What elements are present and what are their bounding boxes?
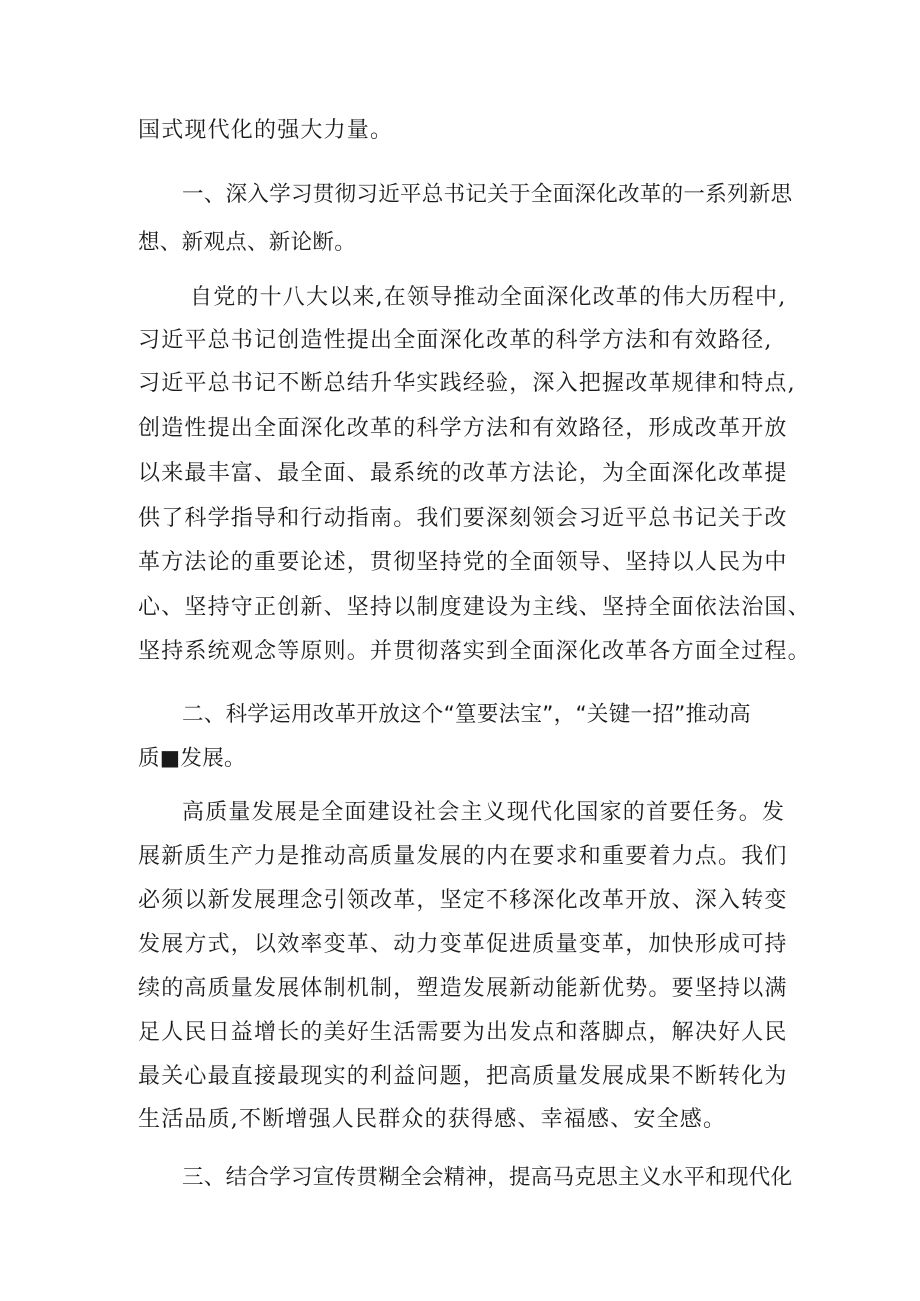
section1-paragraph-line: 供了科学指导和行动指南。我们要深刻领会习近平总书记关于改 xyxy=(138,506,788,531)
section1-paragraph-line: 革方法论的重要论述，贯彻坚持党的全面领导、坚持以人民为中 xyxy=(138,550,788,575)
section1-paragraph-line: 创造性提出全面深化改革的科学方法和有效路径，形成改革开放 xyxy=(138,416,788,441)
section1-paragraph-line: 自党的十八大以来,在领导推动全面深化改革的伟大历程中, xyxy=(190,285,787,310)
section2-heading: 二、科学运用改革开放这个“篁要法宝”，“关键一招”推动高 xyxy=(182,702,751,727)
section1-heading: 一、深入学习贯彻习近平总书记关于全面深化改革的一系列新思 xyxy=(182,182,793,207)
section1-paragraph-line: 心、坚持守正创新、坚持以制度建设为主线、坚持全面依法治国、 xyxy=(138,595,811,620)
section2-paragraph-line: 最关心最直接最现实的利益问题，把高质量发展成果不断转化为 xyxy=(138,1064,788,1089)
section2-paragraph-line: 必须以新发展理念引领改革，坚定不移深化改革开放、深入转变 xyxy=(138,888,788,913)
section1-heading-cont: 想、新观点、新论断。 xyxy=(138,230,357,255)
intro-text-line: 国式现代化的强大力量。 xyxy=(138,118,394,143)
section2-paragraph-line: 展新质生产力是推动高质量发展的内在要求和重要着力点。我们 xyxy=(138,844,788,869)
section2-paragraph-line: 高质量发展是全面建设社会主义现代化国家的首要任务。发 xyxy=(182,800,786,825)
section1-paragraph-line: 以来最丰富、最全面、最系统的改革方法论，为全面深化改革提 xyxy=(138,461,788,486)
section2-paragraph-line: 足人民日益增长的美好生活需要为出发点和落脚点，解决好人民 xyxy=(138,1020,788,1045)
section1-paragraph-line: 习近平总书记创造性提出全面深化改革的科学方法和有效路径, xyxy=(138,328,773,353)
section1-paragraph-line: 习近平总书记不断总结升华实践经验，深入把握改革规律和特点, xyxy=(138,371,796,396)
section2-paragraph-line: 续的高质量发展体制机制，塑造发展新动能新优势。要坚持以满 xyxy=(138,976,788,1001)
section2-paragraph-line: 生活品质,不断增强人民群众的获得感、幸福感、安全感。 xyxy=(138,1107,727,1132)
section2-paragraph-line: 发展方式，以效率变革、动力变革促进质量变革，加快形成可持 xyxy=(138,932,788,957)
section1-paragraph-line: 坚持系统观念等原则。并贯彻落实到全面深化改革各方面全过程。 xyxy=(138,639,811,664)
section2-heading-cont: 质■发展。 xyxy=(138,746,246,771)
section3-heading: 三、结合学习宣传贯糊全会精神，提高马克思主义水平和现代化 xyxy=(182,1165,793,1190)
